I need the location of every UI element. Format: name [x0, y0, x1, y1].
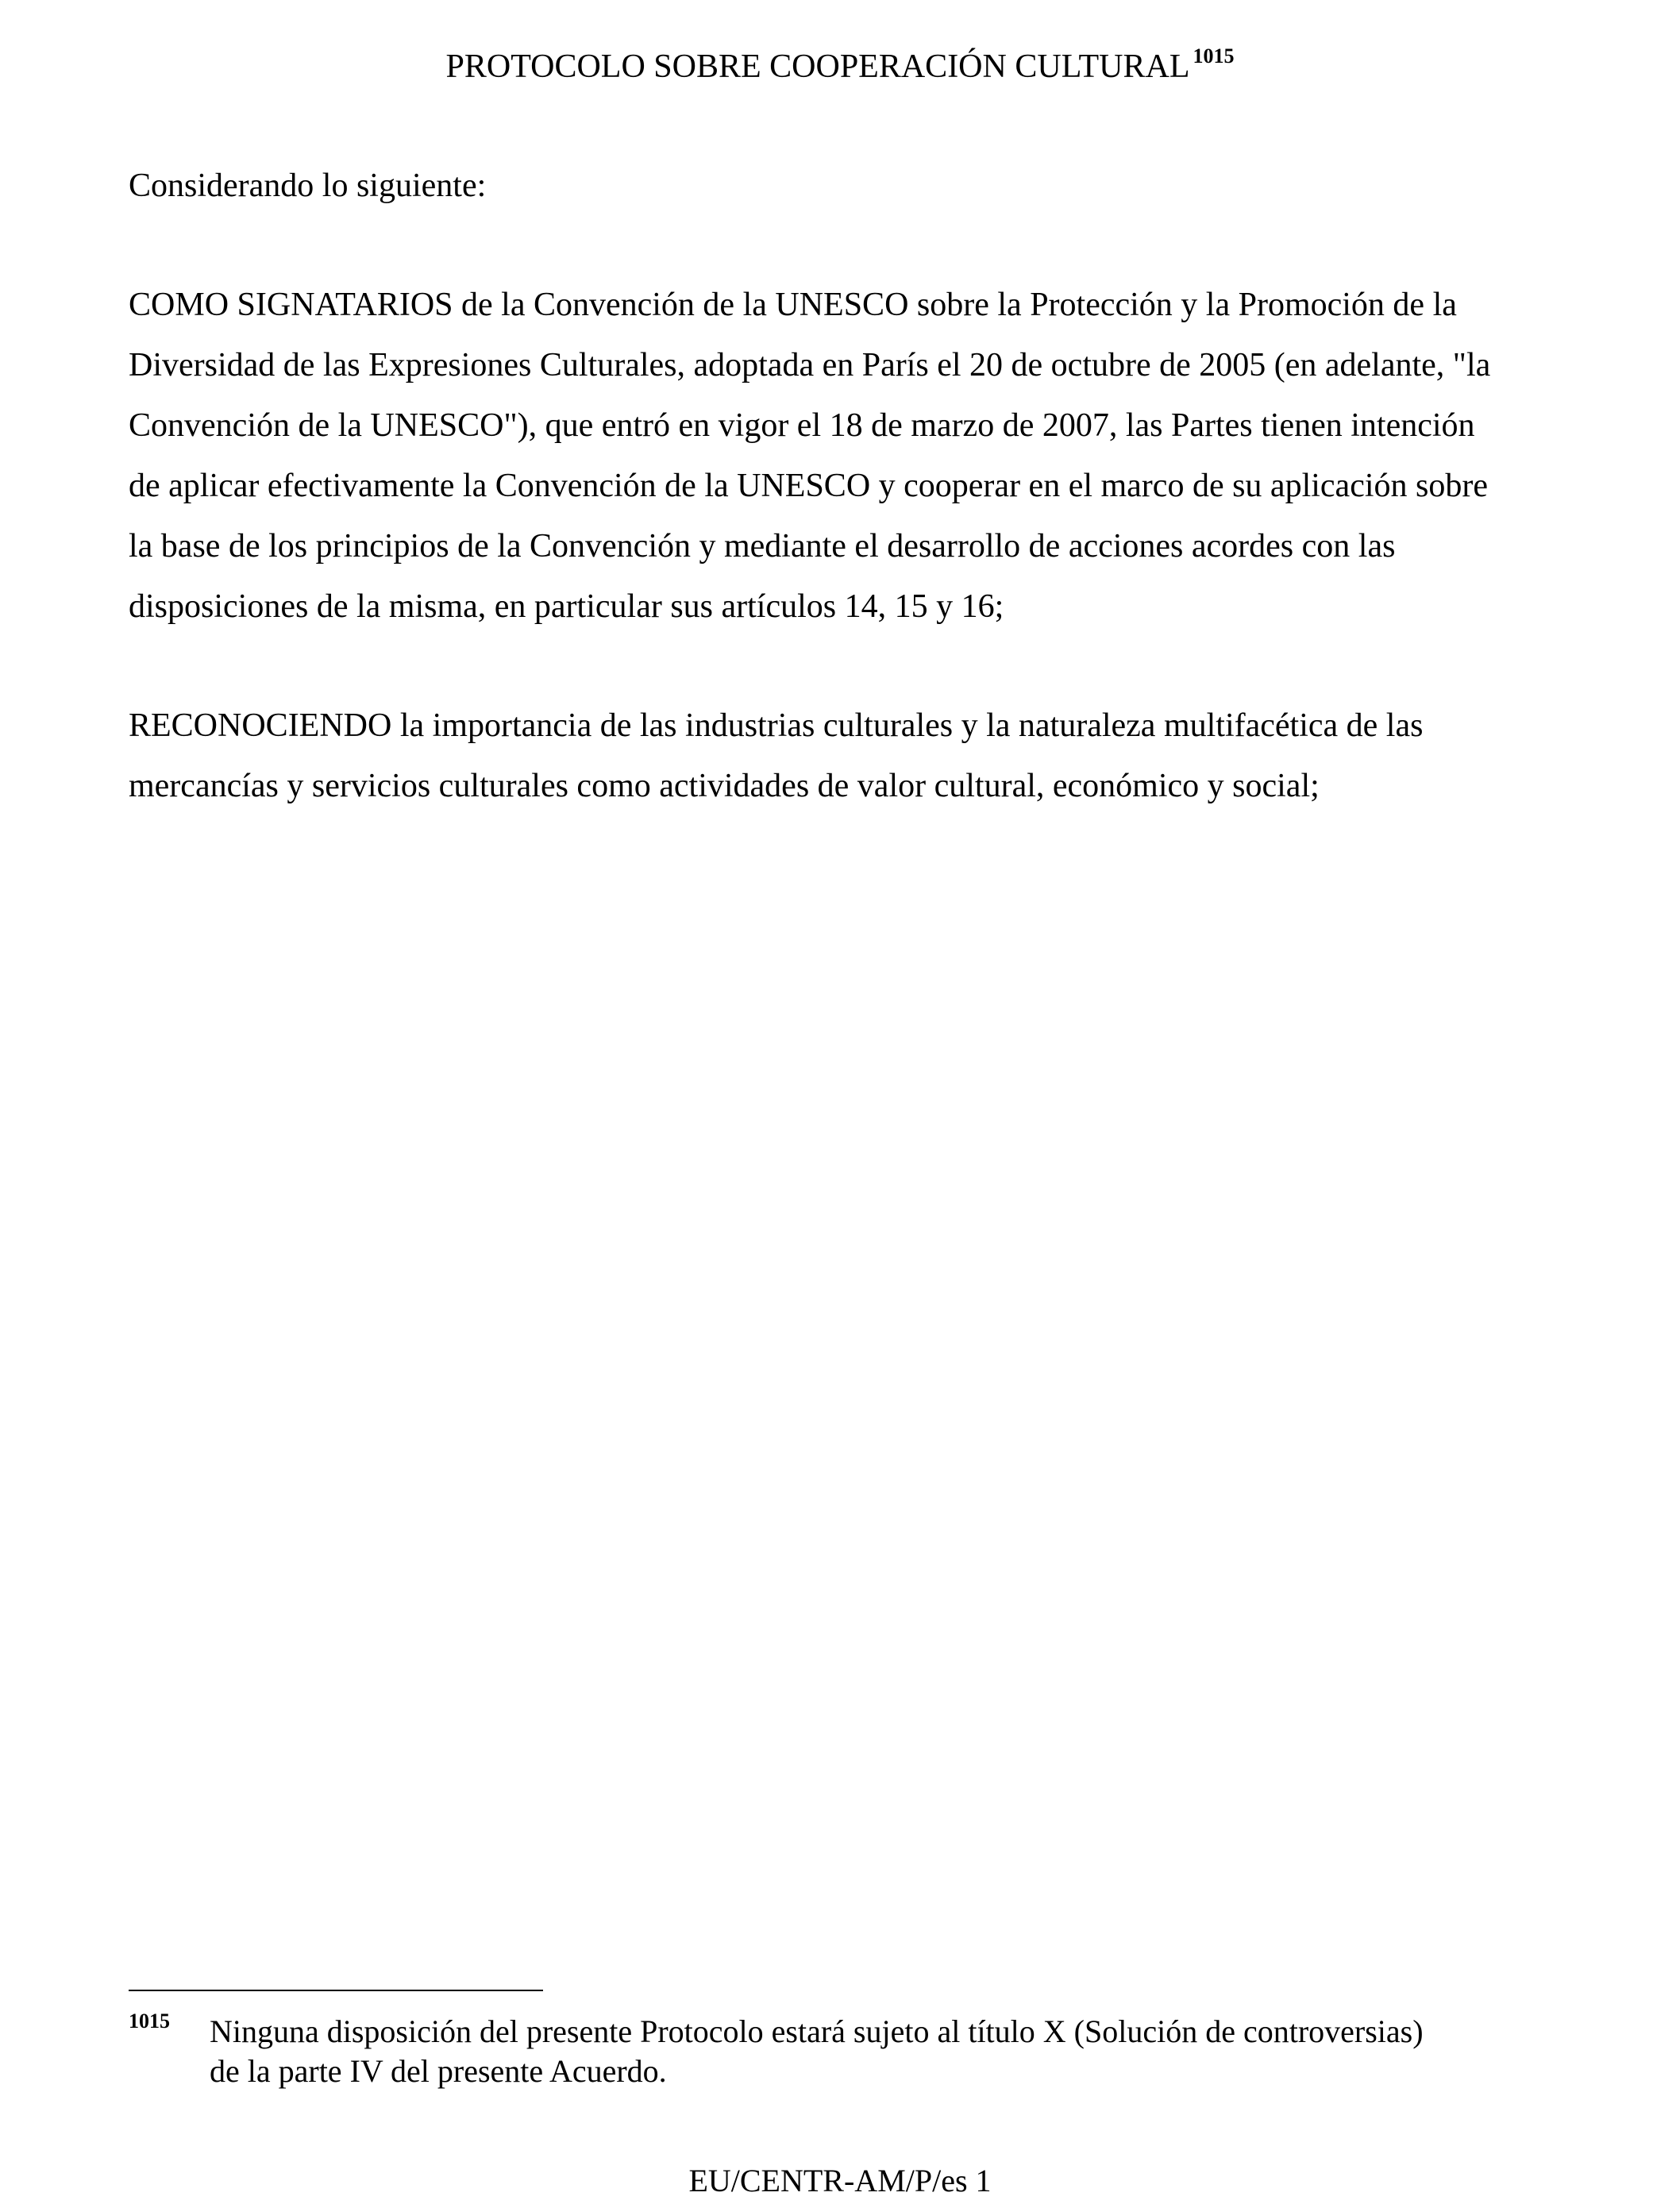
- paragraph-line: disposiciones de la misma, en particular sus artículos 14, 15 y 16;: [129, 588, 1004, 625]
- intro-text: Considerando lo siguiente:: [129, 168, 487, 204]
- paragraph-line: Diversidad de las Expresiones Culturales, adoptada en París el 20 de octubre de 2005 (en adelante, "la: [129, 347, 1491, 383]
- footnote-separator: [129, 1990, 543, 1991]
- footnote-number: 1015: [129, 2009, 170, 2033]
- paragraph-line: COMO SIGNATARIOS de la Convención de la UNESCO sobre la Protección y la Promoción de la: [129, 287, 1457, 323]
- page-footer: EU/CENTR-AM/P/es 1: [688, 2163, 992, 2198]
- paragraph-reconociendo: [129, 695, 1558, 816]
- page-title-text: PROTOCOLO SOBRE COOPERACIÓN CULTURAL: [445, 48, 1190, 85]
- paragraph-line: Convención de la UNESCO"), que entró en vigor el 18 de marzo de 2007, las Partes tienen intención: [129, 407, 1475, 444]
- title-footnote-ref[interactable]: 1015: [1193, 44, 1235, 67]
- footnote-text: [210, 2012, 1424, 2091]
- paragraph-line: RECONOCIENDO la importancia de las industrias culturales y la naturaleza multifacética de las: [129, 707, 1424, 744]
- footnote-line: Ninguna disposición del presente Protocolo estará sujeto al título X (Solución de controversias): [210, 2013, 1424, 2049]
- paragraph-signatarios: [129, 275, 1558, 637]
- paragraph-line: de aplicar efectivamente la Convención de la UNESCO y cooperar en el marco de su aplicación sobre: [129, 468, 1488, 504]
- paragraph-line: la base de los principios de la Convención y mediante el desarrollo de acciones acordes con las: [129, 528, 1396, 564]
- footnote-line: de la parte IV del presente Acuerdo.: [210, 2053, 667, 2089]
- page-title: [0, 44, 1680, 93]
- paragraph-line: mercancías y servicios culturales como actividades de valor cultural, económico y social;: [129, 768, 1320, 804]
